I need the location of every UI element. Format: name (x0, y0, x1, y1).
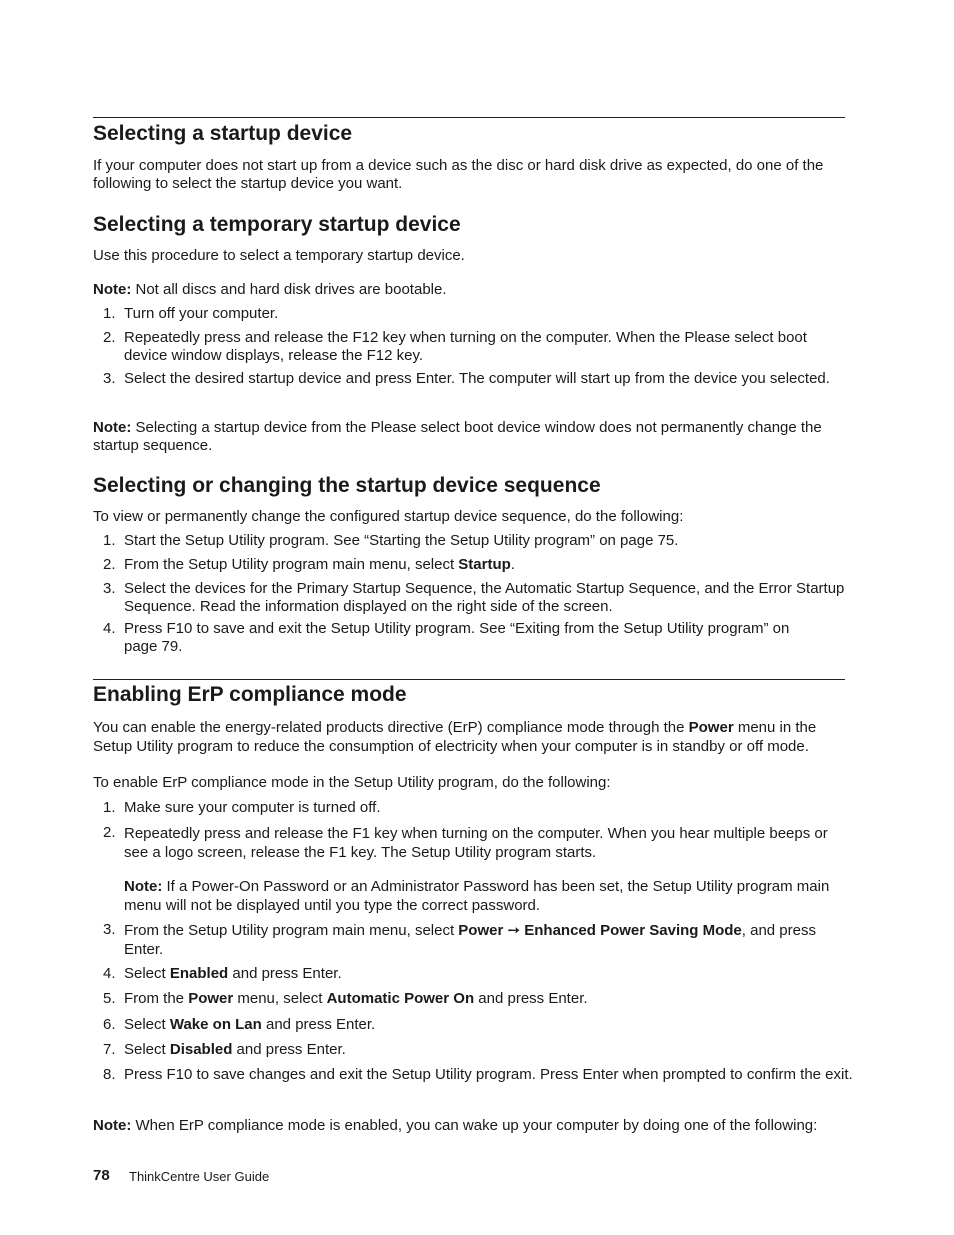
heading-selecting-startup-device: Selecting a startup device (93, 122, 353, 145)
paragraph: To enable ErP compliance mode in the Setup Utility program, do the following: (93, 774, 611, 791)
list-number: 2. (103, 329, 116, 346)
list-number: 1. (103, 532, 116, 549)
list-text: Repeatedly press and release the F1 key when turning on the computer. When you hear multiple beeps or see a logo screen, release the F1 key. The Setup Utility program starts. (124, 825, 828, 861)
list-text (124, 1016, 854, 1034)
text-run: and press Enter. (261, 1016, 376, 1033)
menu-name: Power (458, 922, 504, 939)
note (93, 419, 853, 455)
list-text: Make sure your computer is turned off. (124, 799, 381, 816)
menu-option: Automatic Power On (326, 990, 475, 1007)
text-run: and press Enter. (228, 965, 342, 982)
list-text (124, 965, 854, 983)
list-number: 7. (103, 1041, 116, 1058)
heading-temporary-startup-device: Selecting a temporary startup device (93, 213, 461, 236)
note (93, 281, 853, 299)
list-number: 3. (103, 580, 116, 597)
text-run: menu, select (233, 990, 327, 1007)
list-text: Select the desired startup device and press Enter. The computer will start up from the device you selected. (124, 370, 830, 387)
page-number: 78 (93, 1167, 110, 1184)
list-text: Select the devices for the Primary Startup Sequence, the Automatic Startup Sequence, and the Error Startup Sequence. Read the information displayed on the right side of the screen. (124, 580, 845, 615)
menu-option: Enabled (169, 965, 229, 982)
list-text (124, 556, 854, 574)
note-label: Note: (93, 281, 132, 298)
list-text: Repeatedly press and release the F12 key when turning on the computer. When the Please select boot device window displays, release the F12 key. (124, 329, 807, 364)
list-text: Press F10 to save changes and exit the Setup Utility program. Press Enter when prompted to confirm the exit. (124, 1066, 853, 1083)
text-run: From the Setup Utility program main menu, select (124, 922, 459, 939)
list-number: 8. (103, 1066, 116, 1083)
menu-option: Wake on Lan (169, 1016, 262, 1033)
list-text: Press F10 to save and exit the Setup Utility program. See “Exiting from the Setup Utility program” on page 79. (124, 620, 790, 655)
note-text: If a Power-On Password or an Administrator Password has been set, the Setup Utility program main menu will not be displayed until you type the correct password. (124, 878, 830, 914)
heading-erp-compliance-mode: Enabling ErP compliance mode (93, 683, 407, 706)
heading-startup-device-sequence: Selecting or changing the startup device sequence (93, 474, 601, 497)
text-run: , and press Enter. (124, 922, 816, 958)
note-label: Note: (93, 1117, 132, 1134)
note-text: Selecting a startup device from the Please select boot device window does not permanently change the startup sequence. (93, 419, 822, 454)
menu-option: Disabled (169, 1041, 233, 1058)
step-note (124, 877, 854, 915)
paragraph: If your computer does not start up from a device such as the disc or hard disk drive as expected, do one of the following to select the startup device you want. (93, 157, 824, 192)
footer-title: ThinkCentre User Guide (129, 1169, 270, 1184)
text-run: and press Enter. (474, 990, 588, 1007)
list-number: 3. (103, 370, 116, 387)
note (93, 1117, 853, 1135)
note-label: Note: (124, 878, 163, 895)
list-number: 2. (103, 556, 116, 573)
list-number: 1. (103, 799, 116, 816)
menu-name: Power (188, 990, 234, 1007)
text-run: Select (124, 965, 170, 982)
list-number: 5. (103, 990, 116, 1007)
paragraph: Use this procedure to select a temporary startup device. (93, 247, 465, 264)
text-run: From the (124, 990, 189, 1007)
list-number: 4. (103, 620, 116, 637)
text-run: Select (124, 1041, 170, 1058)
note-text: When ErP compliance mode is enabled, you can wake up your computer by doing one of the following: (135, 1117, 818, 1134)
list-text (124, 1041, 854, 1059)
list-text (124, 921, 854, 959)
list-text: Turn off your computer. (124, 305, 279, 322)
list-number: 3. (103, 921, 116, 938)
arrow-icon: ➙ (507, 922, 521, 939)
menu-name: Power (688, 719, 734, 736)
list-text (124, 990, 854, 1008)
list-number: 4. (103, 965, 116, 982)
paragraph: To view or permanently change the configured startup device sequence, do the following: (93, 508, 684, 525)
text-run: Select (124, 1016, 170, 1033)
paragraph (93, 718, 853, 756)
text-run: From the Setup Utility program main menu, select (124, 556, 459, 573)
list-number: 2. (103, 824, 116, 841)
list-text: Start the Setup Utility program. See “Starting the Setup Utility program” on page 75. (124, 532, 679, 549)
text-run: You can enable the energy-related products directive (ErP) compliance mode through the (93, 719, 689, 736)
list-number: 6. (103, 1016, 116, 1033)
note-text: Not all discs and hard disk drives are bootable. (135, 281, 447, 298)
note-label: Note: (93, 419, 132, 436)
text-run: . (510, 556, 515, 573)
section-divider (93, 117, 845, 118)
menu-name: Startup (458, 556, 511, 573)
text-run: and press Enter. (232, 1041, 346, 1058)
list-number: 1. (103, 305, 116, 322)
menu-option: Enhanced Power Saving Mode (524, 922, 742, 939)
section-divider (93, 679, 845, 680)
text-run: menu in the Setup Utility program to reduce the consumption of electricity when your computer is in standby or off mode. (93, 719, 817, 755)
